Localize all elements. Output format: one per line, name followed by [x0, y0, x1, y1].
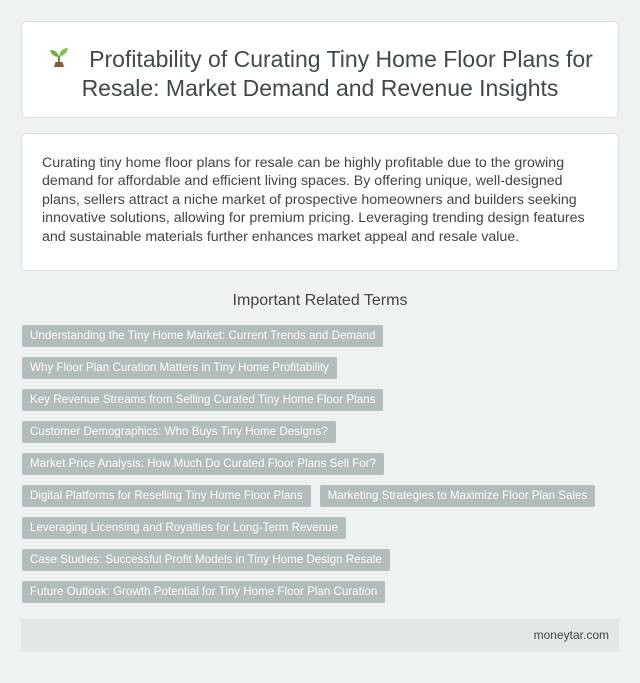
related-term-tag[interactable]: Understanding the Tiny Home Market: Current Trends and Demand	[22, 325, 383, 347]
related-term-tag[interactable]: Digital Platforms for Reselling Tiny Home Floor Plans	[22, 485, 311, 507]
related-term-tag[interactable]: Case Studies: Successful Profit Models in Tiny Home Design Resale	[22, 549, 390, 571]
title-card	[21, 21, 619, 118]
related-term-tag[interactable]: Key Revenue Streams from Selling Curated Tiny Home Floor Plans	[22, 389, 383, 411]
related-term-tag[interactable]: Marketing Strategies to Maximize Floor Plan Sales	[320, 485, 596, 507]
related-term-tag[interactable]: Future Outlook: Growth Potential for Tiny Home Floor Plan Curation	[22, 581, 385, 603]
related-term-tag[interactable]: Customer Demographics: Who Buys Tiny Home Designs?	[22, 421, 336, 443]
seedling-icon	[47, 45, 71, 69]
title-text: Profitability of Curating Tiny Home Floor Plans for Resale: Market Demand and Revenue Insights	[81, 46, 593, 101]
related-term-tag[interactable]: Market Price Analysis: How Much Do Curated Floor Plans Sell For?	[22, 453, 384, 475]
related-term-tag[interactable]: Why Floor Plan Curation Matters in Tiny Home Profitability	[22, 357, 337, 379]
page-title	[22, 22, 618, 103]
intro-card	[21, 133, 619, 271]
related-term-tag[interactable]: Leveraging Licensing and Royalties for Long-Term Revenue	[22, 517, 346, 539]
footer-site-name[interactable]: moneytar.com	[533, 628, 609, 642]
intro-paragraph: Curating tiny home floor plans for resale can be highly profitable due to the growing demand for affordable and efficient living spaces. By offering unique, well-designed plans, sellers attract a niche market of prospective homeowners and builders seeking innovative solutions, allowing for premium pricing. Leveraging trending design features and sustainable materials further enhances market appeal and resale value.	[42, 155, 585, 245]
footer	[21, 619, 619, 652]
related-terms-heading: Important Related Terms	[232, 292, 408, 309]
related-terms-list	[22, 325, 622, 603]
